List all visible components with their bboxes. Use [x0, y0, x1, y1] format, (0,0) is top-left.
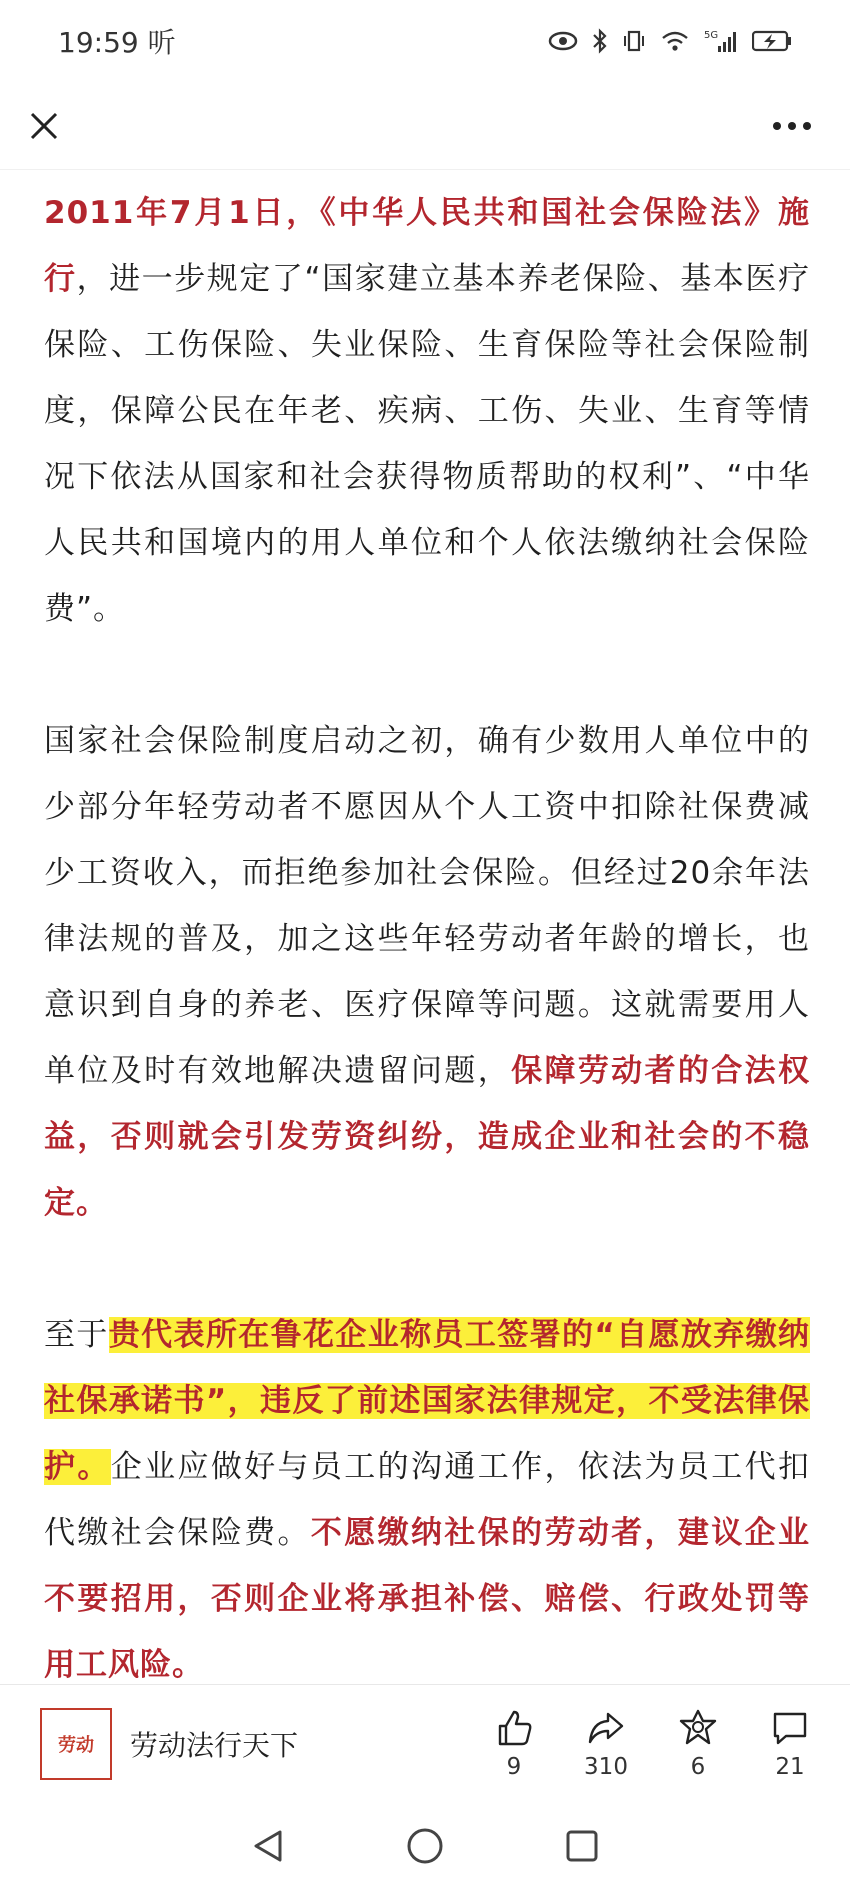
favorite-count: 6: [690, 1753, 706, 1780]
paragraph-3: [44, 1302, 810, 1698]
paragraph-3-prefix: 至于: [44, 1317, 109, 1353]
author-name[interactable]: 劳动法行天下: [130, 1728, 299, 1762]
more-dots-icon[interactable]: [772, 121, 812, 131]
home-icon[interactable]: [405, 1826, 445, 1866]
status-icons: [548, 28, 792, 54]
share-button[interactable]: [560, 1708, 652, 1780]
back-icon[interactable]: [248, 1826, 288, 1866]
signal-5g-icon: [704, 28, 738, 54]
action-group: [468, 1708, 836, 1780]
share-icon: [586, 1708, 626, 1748]
comment-icon: [770, 1708, 810, 1748]
recents-icon[interactable]: [562, 1826, 602, 1866]
paragraph-1-text: ，进一步规定了“国家建立基本养老保险、基本医疗保险、工伤保险、失业保险、生育保险等社会保险制度，保障公民在年老、疾病、工伤、失业、生育等情况下依法从国家和社会获得物质帮助的权利”、“中华人民共和国境内的用人单位和个人依法缴纳社会保险费”。: [44, 261, 810, 627]
thumbs-up-icon: [494, 1708, 534, 1748]
paragraph-3-highlighted-text: 贵代表所在鲁花企业称员工签署的“自愿放弃缴纳社保承诺书”，违反了前述国家法律规定，不受法律保护。: [44, 1317, 810, 1485]
bottom-action-bar: [0, 1684, 850, 1802]
author-logo-text: 劳动: [58, 1734, 94, 1756]
share-count: 310: [584, 1753, 628, 1780]
paragraph-2: [44, 708, 810, 1236]
bluetooth-icon: [592, 28, 608, 54]
close-icon[interactable]: [28, 110, 60, 142]
article-body: [44, 180, 810, 1764]
paragraph-2-text: 国家社会保险制度启动之初，确有少数用人单位中的少部分年轻劳动者不愿因从个人工资中扣除社保费减少工资收入，而拒绝参加社会保险。但经过20余年法律法规的普及，加之这些年轻劳动者年龄的增长，也意识到自身的养老、医疗保障等问题。这就需要用人单位及时有效地解决遗留问题，: [44, 723, 810, 1089]
paragraph-1-red-lead: 2011年7月1日，《中华人民共和国社会保险法》施行: [44, 195, 810, 297]
vibrate-icon: [622, 29, 646, 53]
author-logo[interactable]: [40, 1708, 112, 1780]
status-time-group: [58, 21, 176, 61]
comment-count: 21: [775, 1753, 805, 1780]
status-time: 19:59: [58, 26, 139, 59]
svg-text:5G: 5G: [704, 30, 719, 41]
paragraph-3-red-text: 不愿缴纳社保的劳动者，建议企业不要招用，否则企业将承担补偿、赔偿、行政处罚等用工风险。: [44, 1515, 811, 1683]
status-bar: [0, 0, 850, 82]
like-count: 9: [506, 1753, 522, 1780]
paragraph-2-red-text: 保障劳动者的合法权益，否则就会引发劳资纠纷，造成企业和社会的不稳定。: [44, 1053, 811, 1221]
status-extra: 听: [147, 26, 176, 59]
top-bar: [0, 82, 850, 170]
battery-charging-icon: [752, 30, 792, 52]
wifi-icon: [660, 29, 690, 53]
system-nav-bar: [0, 1802, 850, 1889]
like-button[interactable]: [468, 1708, 560, 1780]
paragraph-3-text: 企业应做好与员工的沟通工作，依法为员工代扣代缴社会保险费。: [44, 1449, 811, 1551]
favorite-icon: [678, 1708, 718, 1748]
eye-icon: [548, 31, 578, 51]
favorite-button[interactable]: [652, 1708, 744, 1780]
comment-button[interactable]: [744, 1708, 836, 1780]
paragraph-1: [44, 180, 810, 642]
